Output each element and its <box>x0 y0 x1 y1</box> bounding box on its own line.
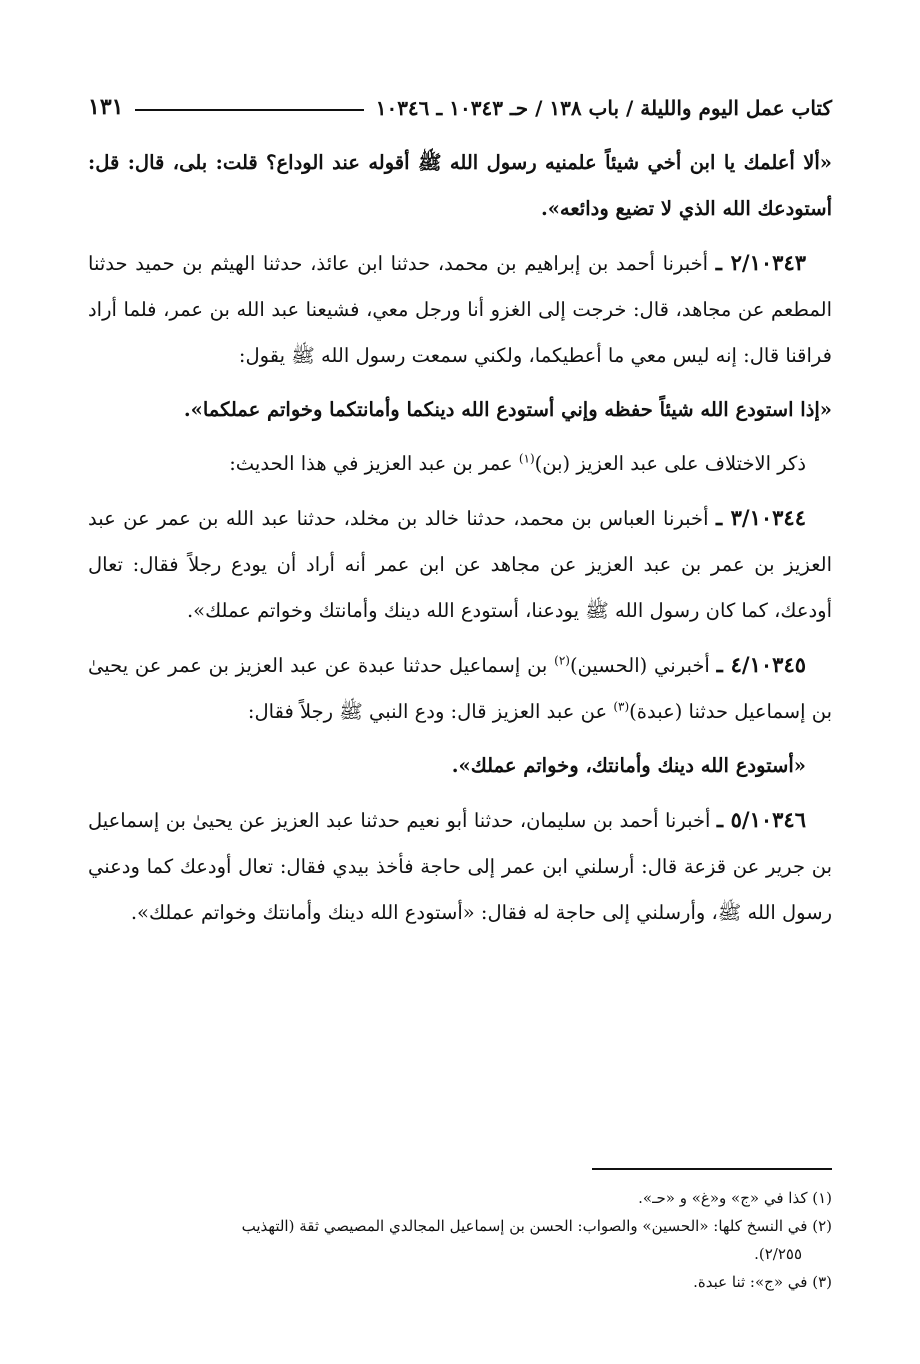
hadith-10343 <box>88 240 832 379</box>
footnote-ref-2: (٢) <box>554 653 570 668</box>
footnote-ref-3: (٣) <box>613 699 630 714</box>
hadith-number: ٤/١٠٣٤٥ ـ <box>716 652 807 677</box>
footnote-2: (٢) في النسخ كلها: «الحسين» والصواب: الحسن بن إسماعيل المجالدي المصيصي ثقة (التهذيب <box>241 1217 832 1235</box>
footnote-separator <box>592 1168 832 1170</box>
hadith-text: أخبرنا أحمد بن سليمان، حدثنا أبو نعيم حدثنا عبد العزيز عن يحيىٰ بن إسماعيل بن جرير عن قزعة قال: أرسلني ابن عمر إلى حاجة فأخذ بيدي فقال: تعال أودعك كما ودعني رسول الله ﷺ، وأرسلني إلى حاجة له فقال: «أستودع الله دينك وأمانتك وخواتم عملك». <box>88 809 832 924</box>
header-rule <box>135 109 363 111</box>
hadith-10345 <box>88 642 832 735</box>
hadith-10346 <box>88 797 832 936</box>
hadith-number: ٣/١٠٣٤٤ ـ <box>715 505 806 530</box>
footnote-3: (٣) في «ج»: ثنا عبدة. <box>693 1273 832 1291</box>
paragraph-quote-3: «أستودع الله دينك وأمانتك، وخواتم عملك». <box>451 754 806 777</box>
section-heading <box>88 441 832 487</box>
hadith-text-b: بن إسماعيل حدثنا عبدة عن عبد العزيز بن عمر عن يحيىٰ بن إسماعيل حدثنا (عبدة) <box>88 654 832 723</box>
paragraph-quote-2: «إذا استودع الله شيئاً حفظه وإني أستودع الله دينكما وأمانتكما وخواتم عملكما». <box>183 398 832 421</box>
page-number: ١٣١ <box>88 94 124 120</box>
hadith-10344 <box>88 495 832 634</box>
heading-text-b: عمر بن عبد العزيز في هذا الحديث: <box>229 452 519 475</box>
footnote-ref-1: (١) <box>518 451 535 466</box>
page-body <box>88 140 832 936</box>
header-title: كتاب عمل اليوم والليلة / باب ١٣٨ / حـ ١٠٣٤٣ ـ ١٠٣٤٦ <box>375 96 832 120</box>
hadith-text: أخبرنا العباس بن محمد، حدثنا خالد بن مخلد، حدثنا عبد الله بن عمر عن عبد العزيز بن عمر بن عبد العزيز عن مجاهد عن ابن عمر أنه أراد أن يودع رجلاً فقال: تعال أودعك، كما كان رسول الله ﷺ يودعنا، أستودع الله دينك وأمانتك وخواتم عملك». <box>88 507 832 622</box>
hadith-text-a: أخبرني (الحسين) <box>569 654 710 677</box>
heading-text-a: ذكر الاختلاف على عبد العزيز (بن) <box>534 452 806 475</box>
footnotes <box>88 1184 832 1296</box>
paragraph-quote-1: «ألا أعلمك يا ابن أخي شيئاً علمنيه رسول الله ﷺ أقوله عند الوداع؟ قلت: بلى، قال: قل: أستودعك الله الذي لا تضيع ودائعه». <box>88 151 832 220</box>
running-head <box>88 84 832 120</box>
hadith-number: ٢/١٠٣٤٣ ـ <box>715 250 807 275</box>
hadith-number: ٥/١٠٣٤٦ ـ <box>716 807 806 832</box>
hadith-text-c: عن عبد العزيز قال: ودع النبي ﷺ رجلاً فقال: <box>247 700 614 723</box>
footnote-1: (١) كذا في «ج» و«غ» و «حـ». <box>638 1189 832 1207</box>
footnote-2-continued: ٢/٢٥٥). <box>754 1245 802 1263</box>
hadith-text: أخبرنا أحمد بن إبراهيم بن محمد، حدثنا ابن عائذ، حدثنا الهيثم بن حميد حدثنا المطعم عن مجاهد، قال: خرجت إلى الغزو أنا ورجل معي، فشيعنا عبد الله بن عمر، فلما أراد فراقنا قال: إنه ليس معي ما أعطيكما، ولكني سمعت رسول الله ﷺ يقول: <box>88 252 832 367</box>
